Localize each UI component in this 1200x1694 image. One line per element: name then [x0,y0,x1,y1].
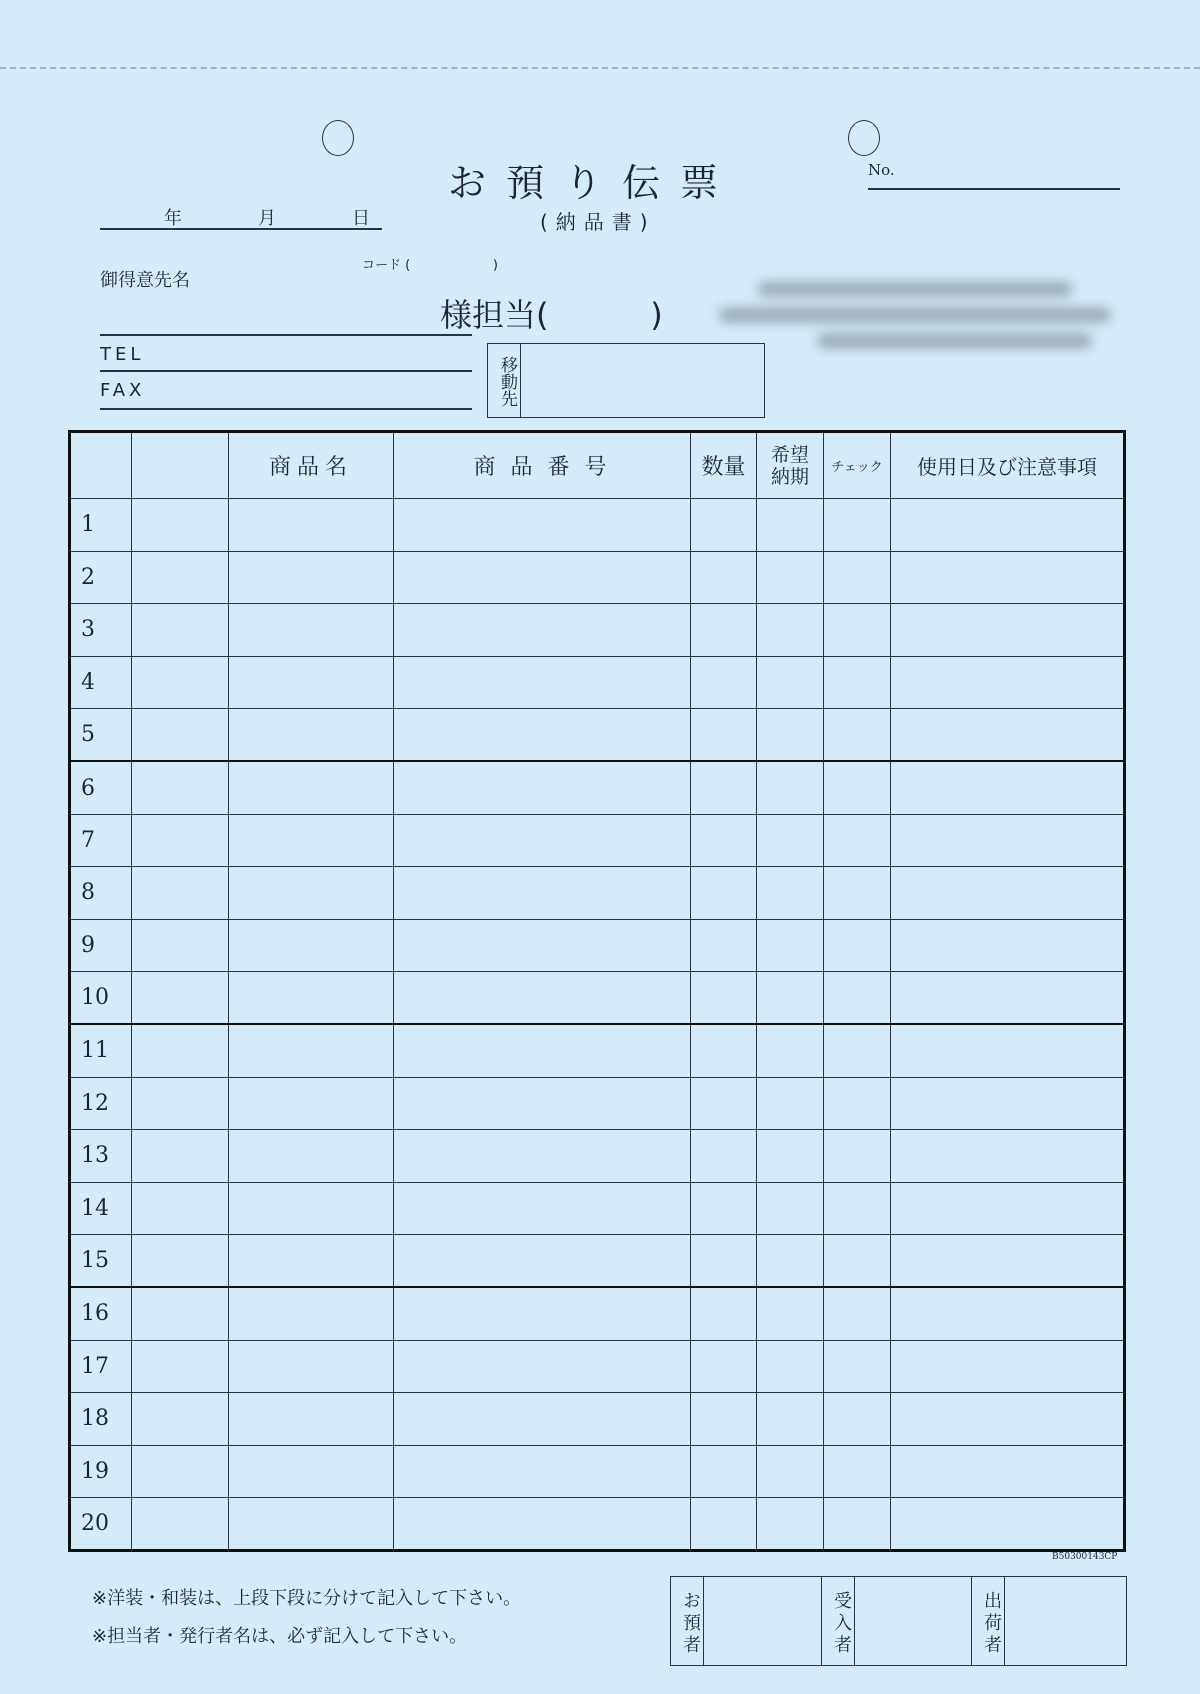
table-row [70,814,1125,867]
table-cell[interactable] [691,1235,757,1288]
table-cell[interactable] [824,1182,891,1235]
header-cell [70,432,132,499]
table-cell[interactable] [891,656,1125,709]
row-number: 6 [70,761,132,814]
table-cell[interactable] [691,919,757,972]
table-cell[interactable] [394,972,691,1025]
table-cell[interactable] [132,499,229,552]
table-row [70,709,1125,762]
table-cell[interactable] [757,919,824,972]
table-cell[interactable] [691,867,757,920]
table-cell[interactable] [691,656,757,709]
table-row [70,1182,1125,1235]
table-cell[interactable] [691,1498,757,1551]
row-number: 10 [70,972,132,1025]
row-number: 16 [70,1287,132,1340]
table-cell[interactable] [132,709,229,762]
table-cell[interactable] [891,499,1125,552]
table-cell[interactable] [394,709,691,762]
row-number: 1 [70,499,132,552]
number-field[interactable] [868,160,1120,190]
table-cell[interactable] [824,656,891,709]
table-row [70,919,1125,972]
table-cell[interactable] [891,919,1125,972]
table-cell[interactable] [757,1024,824,1077]
table-row [70,1340,1125,1393]
table-cell[interactable] [229,814,394,867]
form-title: お預り伝票 [448,161,739,205]
table-cell[interactable] [891,1182,1125,1235]
table-cell[interactable] [132,1130,229,1183]
row-number: 3 [70,604,132,657]
row-number: 20 [70,1498,132,1551]
table-cell[interactable] [891,1445,1125,1498]
table-cell[interactable] [824,1498,891,1551]
table-cell[interactable] [691,972,757,1025]
table-row [70,656,1125,709]
table-cell[interactable] [757,604,824,657]
header-notes: 使用日及び注意事項 [891,432,1125,499]
table-cell[interactable] [229,1393,394,1446]
table-cell[interactable] [891,1130,1125,1183]
table-cell[interactable] [824,814,891,867]
binder-hole [322,120,354,156]
table-cell[interactable] [132,1445,229,1498]
customer-label: 御得意先名 [100,270,190,291]
depositor-sign-field[interactable] [704,1577,822,1665]
table-cell[interactable] [824,604,891,657]
table-cell[interactable] [891,1498,1125,1551]
move-label: 移動先 [488,344,521,417]
table-cell[interactable] [229,1445,394,1498]
table-row [70,761,1125,814]
table-cell[interactable] [757,1130,824,1183]
table-cell[interactable] [824,1235,891,1288]
table-cell[interactable] [229,604,394,657]
table-cell[interactable] [132,1182,229,1235]
table-cell[interactable] [394,1077,691,1130]
table-cell[interactable] [229,867,394,920]
table-row [70,867,1125,920]
row-number: 11 [70,1024,132,1077]
table-cell[interactable] [132,867,229,920]
form-code: B50300143CP [1052,1552,1118,1562]
tel-field[interactable] [100,344,472,372]
header-quantity: 数量 [691,432,757,499]
table-cell[interactable] [824,709,891,762]
table-cell[interactable] [891,867,1125,920]
table-cell[interactable] [691,761,757,814]
table-cell[interactable] [691,1024,757,1077]
table-cell[interactable] [132,1498,229,1551]
table-cell[interactable] [891,1287,1125,1340]
table-row [70,1498,1125,1551]
table-cell[interactable] [757,551,824,604]
row-number: 17 [70,1340,132,1393]
table-row [70,1077,1125,1130]
table-cell[interactable] [229,1235,394,1288]
table-cell[interactable] [757,1340,824,1393]
table-cell[interactable] [132,1077,229,1130]
table-cell[interactable] [757,1182,824,1235]
shipper-sign-field[interactable] [1005,1577,1126,1665]
table-cell[interactable] [757,1445,824,1498]
table-cell[interactable] [691,604,757,657]
table-cell[interactable] [229,1182,394,1235]
row-number: 4 [70,656,132,709]
date-field[interactable] [100,204,382,230]
row-number: 12 [70,1077,132,1130]
table-cell[interactable] [394,1340,691,1393]
table-cell[interactable] [229,1077,394,1130]
table-row [70,551,1125,604]
table-cell[interactable] [132,1393,229,1446]
table-cell[interactable] [394,656,691,709]
table-row [70,1130,1125,1183]
day-label: 日 [352,208,370,229]
table-cell[interactable] [757,709,824,762]
header-cell [132,432,229,499]
table-cell[interactable] [824,761,891,814]
shipper-label: 出荷者 [972,1577,1005,1665]
sama-tanto-label: 様担当( ) [440,296,663,334]
table-cell[interactable] [824,1130,891,1183]
table-cell[interactable] [691,1130,757,1183]
table-cell[interactable] [132,1340,229,1393]
table-cell[interactable] [757,972,824,1025]
year-label: 年 [164,208,182,229]
row-number: 13 [70,1130,132,1183]
row-number: 7 [70,814,132,867]
table-cell[interactable] [891,1393,1125,1446]
binder-hole [848,120,880,156]
table-cell[interactable] [394,1498,691,1551]
table-cell[interactable] [394,919,691,972]
form-subtitle: (納品書) [540,210,656,234]
depositor-label: お預者 [671,1577,704,1665]
table-cell[interactable] [891,761,1125,814]
tel-label: TEL [100,344,145,365]
table-cell[interactable] [394,1445,691,1498]
table-cell[interactable] [691,499,757,552]
table-cell[interactable] [394,1182,691,1235]
table-row [70,604,1125,657]
fax-field[interactable] [100,380,472,410]
table-cell[interactable] [757,867,824,920]
table-cell[interactable] [824,1393,891,1446]
table-cell[interactable] [394,814,691,867]
row-number: 5 [70,709,132,762]
table-cell[interactable] [394,1235,691,1288]
items-table [68,430,1126,1552]
table-cell[interactable] [691,1287,757,1340]
table-cell[interactable] [691,1340,757,1393]
table-cell[interactable] [757,1235,824,1288]
table-cell[interactable] [132,1024,229,1077]
table-cell[interactable] [132,814,229,867]
table-cell[interactable] [691,1445,757,1498]
table-cell[interactable] [691,551,757,604]
table-row [70,1445,1125,1498]
table-cell[interactable] [757,1287,824,1340]
table-cell[interactable] [229,1340,394,1393]
table-cell[interactable] [891,709,1125,762]
table-cell[interactable] [757,499,824,552]
table-cell[interactable] [824,919,891,972]
row-number: 2 [70,551,132,604]
table-cell[interactable] [132,604,229,657]
table-cell[interactable] [757,1498,824,1551]
note-1: ※洋装・和装は、上段下段に分けて記入して下さい。 [92,1588,522,1609]
table-cell[interactable] [229,972,394,1025]
header-product-name: 商品名 [229,432,394,499]
table-cell[interactable] [757,1393,824,1446]
table-cell[interactable] [394,761,691,814]
row-number: 15 [70,1235,132,1288]
table-cell[interactable] [824,1024,891,1077]
table-cell[interactable] [824,867,891,920]
table-row [70,1393,1125,1446]
table-cell[interactable] [132,761,229,814]
table-cell[interactable] [229,1024,394,1077]
table-row [70,972,1125,1025]
table-cell[interactable] [394,867,691,920]
fax-label: FAX [100,380,146,401]
perforation-line [0,67,1200,69]
table-cell[interactable] [229,1287,394,1340]
table-cell[interactable] [891,972,1125,1025]
table-cell[interactable] [891,1340,1125,1393]
table-cell[interactable] [394,1287,691,1340]
table-cell[interactable] [824,1287,891,1340]
table-cell[interactable] [132,1235,229,1288]
row-number: 8 [70,867,132,920]
table-cell[interactable] [757,1077,824,1130]
table-cell[interactable] [891,1077,1125,1130]
table-cell[interactable] [757,761,824,814]
table-cell[interactable] [132,656,229,709]
header-product-number: 商 品 番 号 [394,432,691,499]
table-cell[interactable] [229,761,394,814]
table-row [70,1024,1125,1077]
table-cell[interactable] [691,1393,757,1446]
table-cell[interactable] [891,551,1125,604]
table-cell[interactable] [394,604,691,657]
row-number: 9 [70,919,132,972]
row-number: 19 [70,1445,132,1498]
note-2: ※担当者・発行者名は、必ず記入して下さい。 [92,1626,468,1647]
table-cell[interactable] [229,919,394,972]
table-cell[interactable] [824,1077,891,1130]
table-cell[interactable] [757,814,824,867]
table-cell[interactable] [691,814,757,867]
table-cell[interactable] [891,604,1125,657]
table-cell[interactable] [824,551,891,604]
no-label: No. [868,161,895,179]
table-cell[interactable] [229,1130,394,1183]
table-cell[interactable] [394,1024,691,1077]
table-cell[interactable] [891,814,1125,867]
table-row [70,1235,1125,1288]
table-cell[interactable] [891,1024,1125,1077]
table-cell[interactable] [394,499,691,552]
table-cell[interactable] [132,1287,229,1340]
table-cell[interactable] [757,656,824,709]
month-label: 月 [258,208,276,229]
table-cell[interactable] [394,1393,691,1446]
table-row [70,499,1125,552]
table-cell[interactable] [691,709,757,762]
header-check: チェック [824,432,891,499]
table-cell[interactable] [394,1130,691,1183]
header-desired-delivery: 希望納期 [757,432,824,499]
row-number: 14 [70,1182,132,1235]
table-cell[interactable] [824,972,891,1025]
table-cell[interactable] [229,656,394,709]
table-cell[interactable] [824,499,891,552]
table-cell[interactable] [691,1182,757,1235]
signature-boxes [670,1576,1127,1666]
table-cell[interactable] [691,1077,757,1130]
table-header-row [70,432,1125,499]
table-cell[interactable] [132,972,229,1025]
row-number: 18 [70,1393,132,1446]
table-cell[interactable] [824,1445,891,1498]
receiver-sign-field[interactable] [855,1577,972,1665]
receiver-label: 受入者 [822,1577,855,1665]
table-cell[interactable] [229,499,394,552]
table-row [70,1287,1125,1340]
table-cell[interactable] [229,709,394,762]
table-cell[interactable] [891,1235,1125,1288]
company-stamp-blurred [720,270,1110,390]
table-cell[interactable] [229,1498,394,1551]
code-label: コード ( ) [362,258,498,273]
table-cell[interactable] [132,551,229,604]
table-cell[interactable] [394,551,691,604]
table-cell[interactable] [824,1340,891,1393]
customer-name-field[interactable] [100,290,472,336]
table-cell[interactable] [229,551,394,604]
table-cell[interactable] [132,919,229,972]
